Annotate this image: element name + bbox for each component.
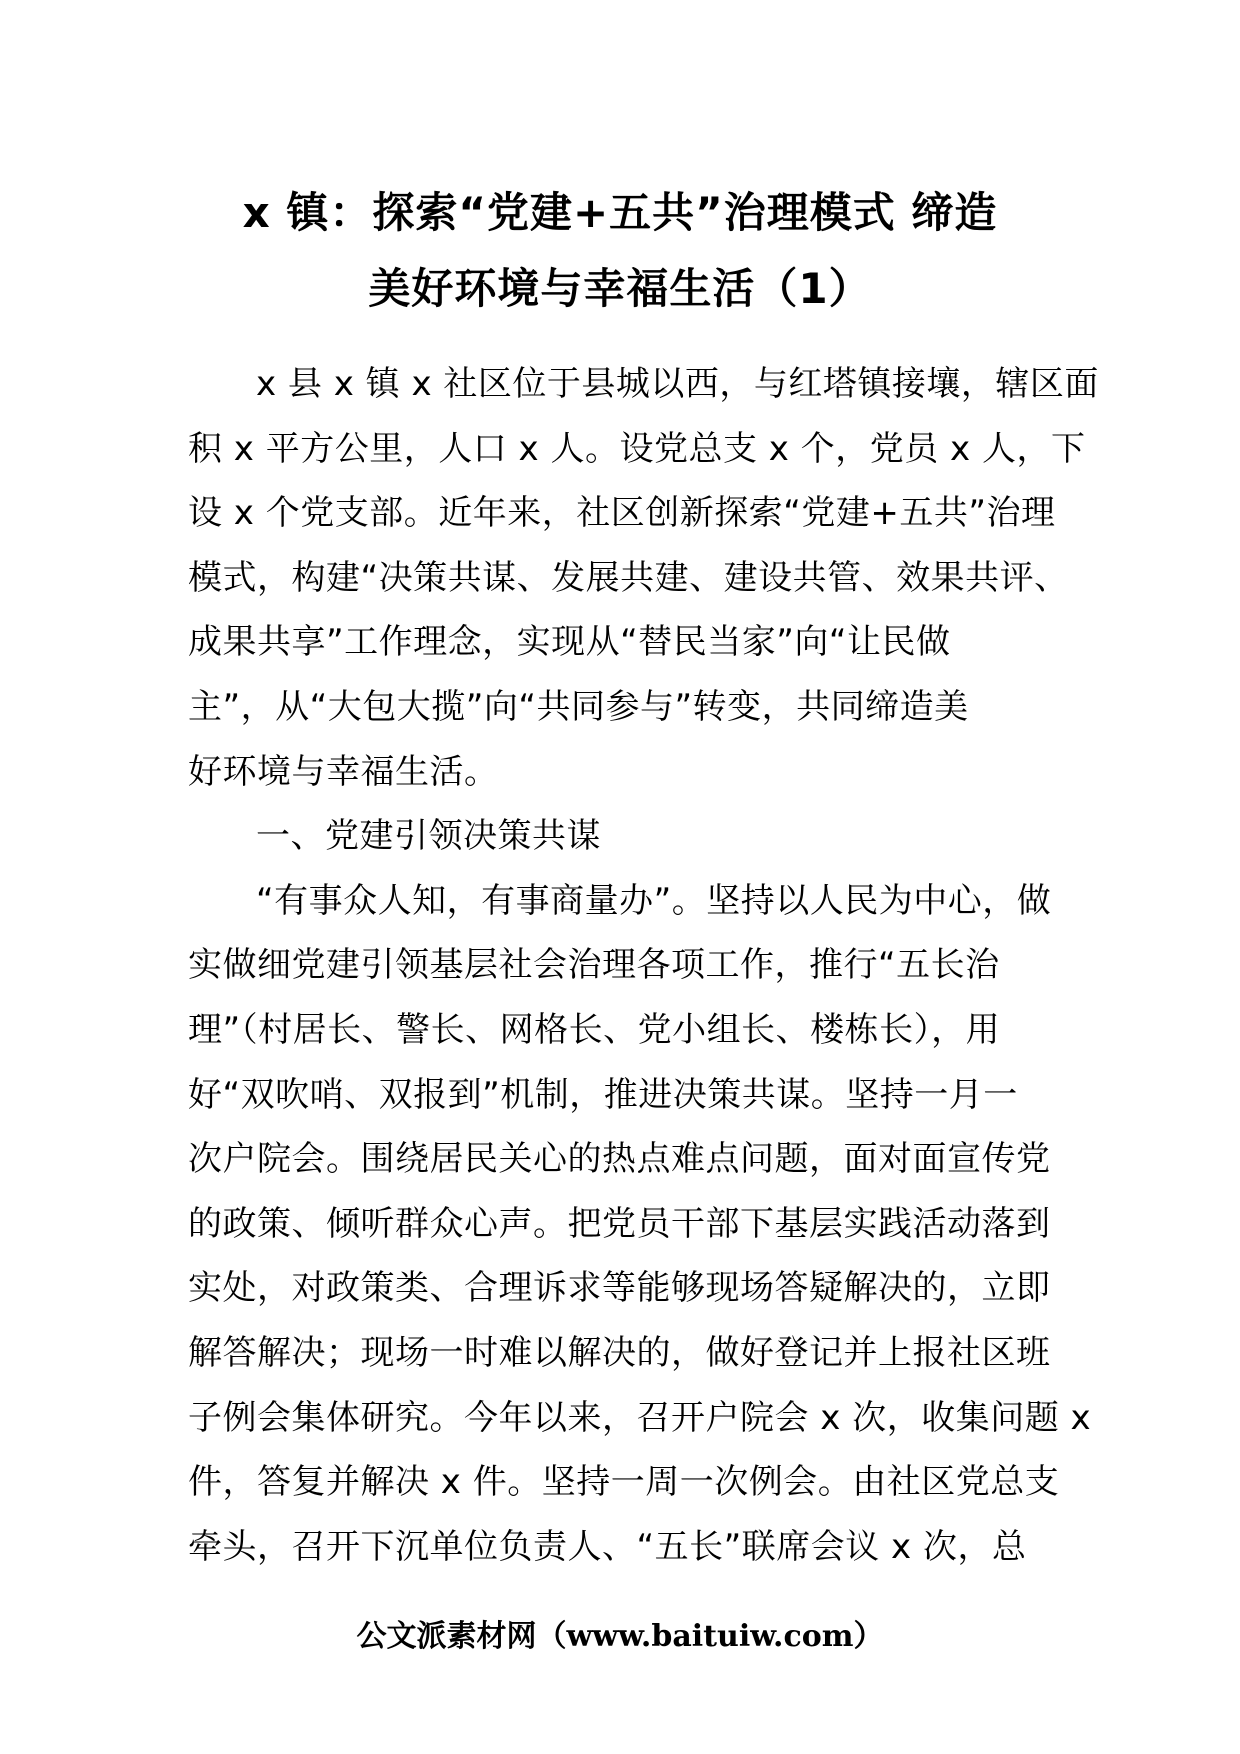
section-heading: 一、党建引领决策共谋 bbox=[256, 816, 601, 857]
paragraph-line: 理”（村居长、警长、网格长、党小组长、楼栋长），用 bbox=[188, 1009, 1001, 1050]
paragraph-line: 解答解决；现场一时难以解决的，做好登记并上报社区班 bbox=[188, 1332, 1051, 1373]
paragraph-line: 实处，对政策类、合理诉求等能够现场答疑解决的，立即 bbox=[188, 1268, 1051, 1309]
paragraph-line: 好环境与幸福生活。 bbox=[188, 751, 499, 792]
paragraph-line: “有事众人知，有事商量办”。坚持以人民为中心，做 bbox=[256, 880, 1052, 921]
paragraph-line: 积 x 平方公里，人口 x 人。设党总支 x 个，党员 x 人，下 bbox=[188, 428, 1086, 469]
paragraph-line: 主”，从“大包大揽”向“共同参与”转变，共同缔造美 bbox=[188, 686, 969, 727]
paragraph-line: 的政策、倾听群众心声。把党员干部下基层实践活动落到 bbox=[188, 1203, 1051, 1244]
paragraph-line: 牵头，召开下沉单位负责人、“五长”联席会议 x 次，总 bbox=[188, 1526, 1027, 1567]
paragraph-line: 实做细党建引领基层社会治理各项工作，推行“五长治 bbox=[188, 945, 1000, 986]
paragraph-line: x 县 x 镇 x 社区位于县城以西，与红塔镇接壤，辖区面 bbox=[256, 364, 1099, 404]
footer-watermark: 公文派素材网（www.baituiw.com） bbox=[356, 1619, 884, 1654]
paragraph-line: 成果共享”工作理念，实现从“替民当家”向“让民做 bbox=[188, 622, 951, 663]
title-line: x 镇：探索“党建+五共”治理模式 缔造 bbox=[242, 188, 998, 237]
paragraph-line: 好“双吹哨、双报到”机制，推进决策共谋。坚持一月一 bbox=[188, 1074, 1018, 1115]
paragraph-line: 件，答复并解决 x 件。坚持一周一次例会。由社区党总支 bbox=[188, 1462, 1060, 1503]
paragraph-line: 子例会集体研究。今年以来，召开户院会 x 次，收集问题 x bbox=[188, 1397, 1092, 1438]
title-line: 美好环境与幸福生活（1） bbox=[368, 264, 872, 313]
paragraph-line: 设 x 个党支部。近年来，社区创新探索“党建+五共”治理 bbox=[188, 493, 1056, 534]
document-title bbox=[140, 175, 1100, 327]
paragraph-line: 模式，构建“决策共谋、发展共建、建设共管、效果共评、 bbox=[188, 557, 1069, 598]
paragraph-line: 次户院会。围绕居民关心的热点难点问题，面对面宣传党 bbox=[188, 1139, 1051, 1180]
document-body bbox=[188, 352, 1099, 1579]
